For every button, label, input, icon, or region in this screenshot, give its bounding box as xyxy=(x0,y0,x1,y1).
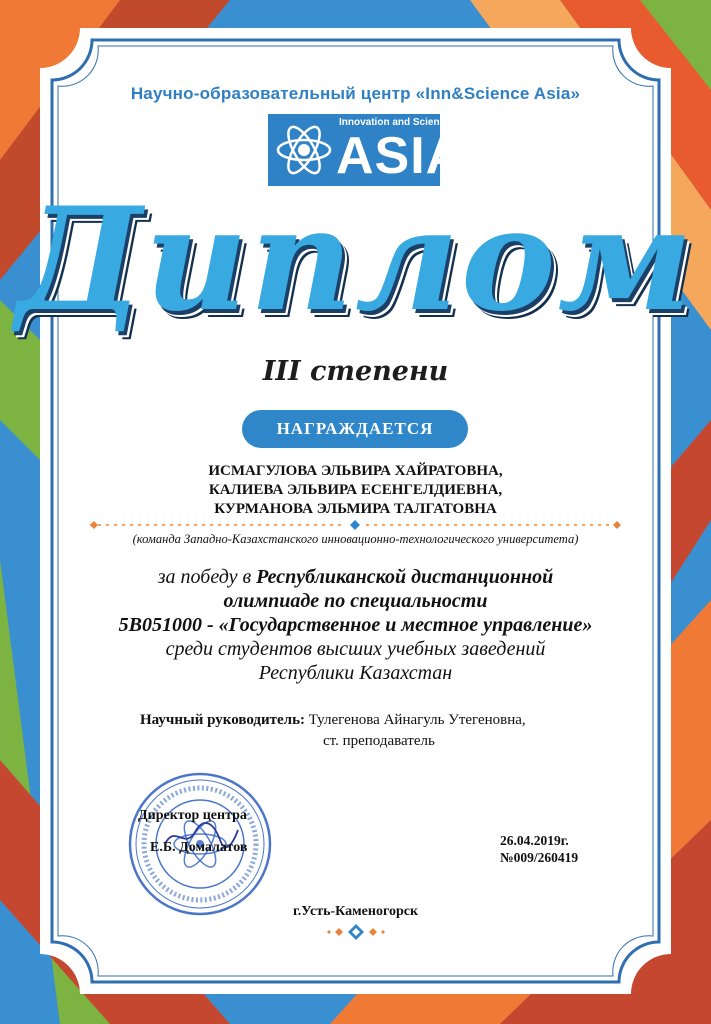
organization-header: Научно-образовательный центр «Inn&Science Asia» xyxy=(130,84,581,103)
supervisor-block xyxy=(140,710,600,752)
registration-number: №009/260419 xyxy=(500,850,579,865)
award-reason xyxy=(0,565,711,685)
reason-line-1: Республиканской дистанционной xyxy=(256,566,554,588)
reason-line-2: олимпиаде по специальности xyxy=(223,590,488,612)
reason-prefix: за победу в xyxy=(157,566,257,588)
supervisor-name: Тулегенова Айнагуль Утегеновна, xyxy=(305,712,526,728)
asia-logo xyxy=(268,114,465,186)
director-name: Е.Б. Домалатов xyxy=(150,840,248,855)
director-label: Директор центра xyxy=(138,808,247,823)
team-affiliation: (команда Западно-Казахстанского инновационно-технологического университета) xyxy=(132,532,579,546)
city: г.Усть-Каменогорск xyxy=(292,904,419,919)
reason-line-5: Республики Казахстан xyxy=(258,662,453,684)
certificate-degree: III степени xyxy=(262,356,449,387)
reason-line-4: среди студентов высших учебных заведений xyxy=(165,638,546,660)
bottom-ornament xyxy=(325,923,387,941)
dotted-divider xyxy=(90,520,621,530)
recipient-name: КУРМАНОВА ЭЛЬМИРА ТАЛГАТОВНА xyxy=(214,501,497,517)
recipient-name: ИСМАГУЛОВА ЭЛЬВИРА ХАЙРАТОВНА, xyxy=(208,463,503,479)
reason-line-3: 5В051000 - «Государственное и местное управление» xyxy=(118,614,593,636)
logo-main-text: ASIA xyxy=(336,127,465,185)
supervisor-label: Научный руководитель: xyxy=(140,712,305,728)
recipient-name: КАЛИЕВА ЭЛЬВИРА ЕСЕНГЕЛДИЕВНА, xyxy=(208,482,503,498)
supervisor-position: ст. преподаватель xyxy=(323,733,435,749)
logo-subtitle: Innovation and Science xyxy=(339,117,451,128)
recipients-list xyxy=(0,462,711,519)
certificate-title: Диплом xyxy=(16,177,695,343)
awarded-badge: НАГРАЖДАЕТСЯ xyxy=(242,410,468,448)
issue-date: 26.04.2019г. xyxy=(500,833,569,848)
atom-icon xyxy=(274,120,334,180)
